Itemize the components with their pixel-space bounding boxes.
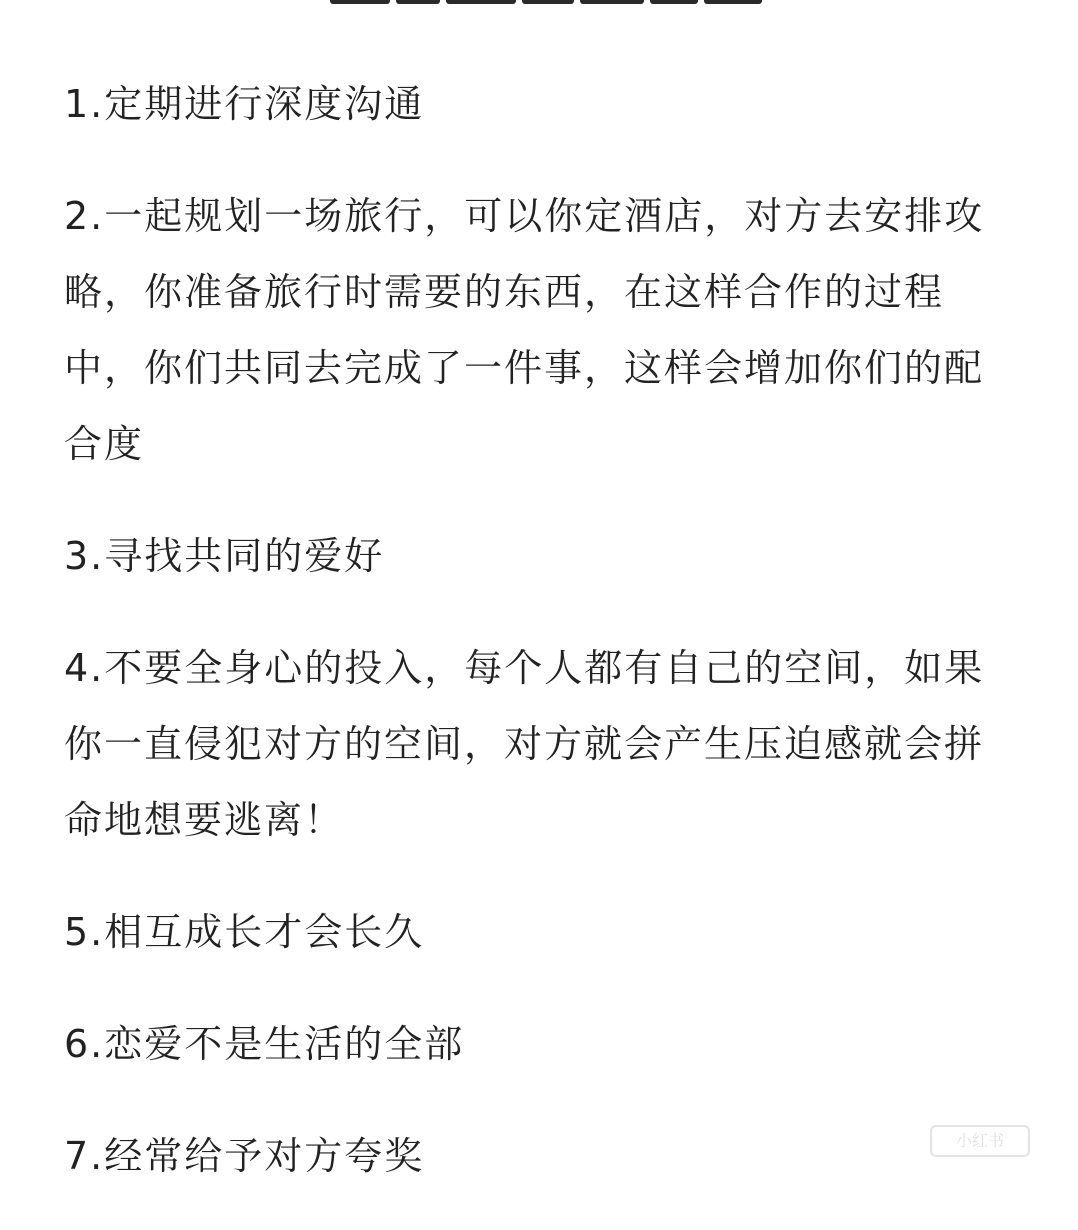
list-item: 2.一起规划一场旅行，可以你定酒店，对方去安排攻略，你准备旅行时需要的东西，在这样合作的过程中，你们共同去完成了一件事，这样会增加你们的配合度 xyxy=(64,194,985,466)
cropped-title-fragment xyxy=(330,0,790,4)
list-item: 4.不要全身心的投入，每个人都有自己的空间，如果你一直侵犯对方的空间，对方就会产生压迫感就会拼命地想要逃离！ xyxy=(64,646,985,842)
list-item: 6.恋爱不是生活的全部 xyxy=(64,1022,465,1066)
list-item: 1.定期进行深度沟通 xyxy=(64,82,425,126)
tips-list xyxy=(64,66,1014,1230)
list-item: 5.相互成长才会长久 xyxy=(64,910,425,954)
watermark-logo: 小红书 xyxy=(930,1125,1030,1157)
list-item: 3.寻找共同的爱好 xyxy=(64,534,385,578)
list-item: 7.经常给予对方夸奖 xyxy=(64,1134,425,1178)
